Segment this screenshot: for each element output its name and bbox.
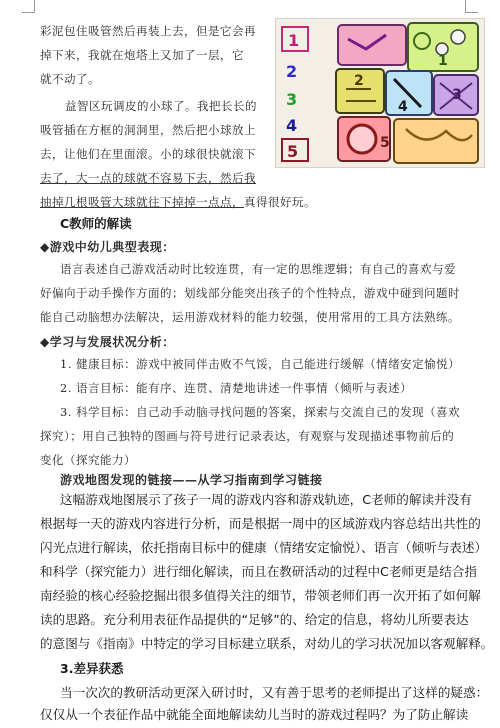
link-body-line-3: 闪光点进行解读，依托指南目标中的健康（情绪安定愉悦）、语言（倾听与表述） <box>40 540 488 555</box>
crop-mark-top-right <box>465 0 478 13</box>
figure-label: 5 <box>380 135 390 151</box>
top-paragraph-line-1: 彩泥包住吸管然后再装上去，但是它会再 <box>40 24 256 38</box>
analysis-line-5: 变化（探究能力） <box>40 453 136 467</box>
figure-label: 5 <box>287 142 299 161</box>
analysis-line-3: 3. 科学目标：自己动手动脑寻找问题的答案，探索与交流自己的发现（喜欢 <box>60 405 461 419</box>
typical-behavior-title: ◆游戏中幼儿典型表现： <box>40 240 175 254</box>
top-paragraph-line-5: 吸管插在方框的洞洞里，然后把小球放上 <box>40 123 256 137</box>
figure-label: 4 <box>286 116 298 135</box>
underlined-span: 抽掉几根吸管大球就往下掉掉一点点， <box>40 195 244 209</box>
analysis-title: ◆学习与发展状况分析： <box>40 335 175 349</box>
top-paragraph-line-7: 去了，大一点的球就不容易下去，然后我 <box>40 171 256 185</box>
figure-label: 1 <box>288 31 300 50</box>
section-3-line-2: 仅仅从一个表征作品中就能全面地解读幼儿当时的游戏过程吗？为了防止解读 <box>40 707 469 722</box>
analysis-line-4: 探究）；用自己独特的图画与符号进行记录表达，有观察与发现描述事物前后的 <box>40 429 455 443</box>
link-body-line-6: 读的思路。充分利用表征作品提供的“足够”的、给定的信息，将幼儿所要表达 <box>40 612 469 627</box>
crop-mark-top-left <box>22 0 35 13</box>
section-c-heading: C教师的解读 <box>60 216 132 231</box>
link-body-line-2: 根据每一天的游戏内容进行分析，而是根据一周中的区域游戏内容总结出共性的 <box>40 516 481 531</box>
typical-behavior-line-3: 能自己动脑想办法解决，运用游戏材料的能力较强，使用常用的工具方法熟练。 <box>40 310 460 324</box>
figure-label: 2 <box>286 62 298 81</box>
figure-label: 3 <box>286 90 298 109</box>
plain-span: 真得很好玩。 <box>244 195 316 209</box>
top-paragraph-line-4: 益智区玩调皮的小球了。我把长长的 <box>65 99 257 113</box>
link-section-title: 游戏地图发现的链接——从学习指南到学习链接 <box>60 473 323 487</box>
figure-label: 2 <box>354 73 364 89</box>
top-paragraph-line-3: 就不动了。 <box>40 72 100 86</box>
link-body-line-4: 和科学（探究能力）进行细化解读，而且在教研活动的过程中C老师更是结合指 <box>40 564 477 579</box>
top-paragraph-line-2: 掉下来，我就在炮塔上又加了一层，它 <box>40 48 244 62</box>
figure-label: 3 <box>452 87 462 103</box>
link-body-line-7: 的意图与《指南》中特定的学习目标建立联系，对幼儿的学习状况加以客观解释。 <box>40 636 494 651</box>
child-game-map-drawing <box>275 18 485 168</box>
analysis-line-1: 1. 健康目标：游戏中被同伴击败不气馁，自己能进行缓解（情绪安定愉悦） <box>60 357 461 371</box>
typical-behavior-line-2: 好偏向于动手操作方面的；划线部分能突出孩子的个性特点，游戏中碰到问题时 <box>40 286 460 300</box>
section-3-line-1: 当一次次的教研活动更深入研讨时，又有善于思考的老师提出了这样的疑惑： <box>60 685 489 700</box>
top-paragraph-line-6: 去，让他们在里面滚。小的球很快就滚下 <box>40 147 256 161</box>
analysis-line-2: 2. 语言目标：能有序、连贯、清楚地讲述一件事情（倾听与表述） <box>60 381 413 395</box>
link-body-line-5: 南经验的核心经验挖掘出很多值得关注的细节，带领老师们再一次开拓了如何解 <box>40 588 481 603</box>
section-3-heading: 3.差异获悉 <box>60 661 124 676</box>
figure-label: 1 <box>438 53 448 69</box>
link-body-line-1: 这幅游戏地图展示了孩子一周的游戏内容和游戏轨迹，C老师的解读并没有 <box>60 492 472 507</box>
typical-behavior-line-1: 语言表述自己游戏活动时比较连贯，有一定的思维逻辑；有自己的喜欢与爱 <box>60 262 456 276</box>
top-paragraph-line-8 <box>40 191 316 213</box>
figure-label: 4 <box>398 99 408 115</box>
